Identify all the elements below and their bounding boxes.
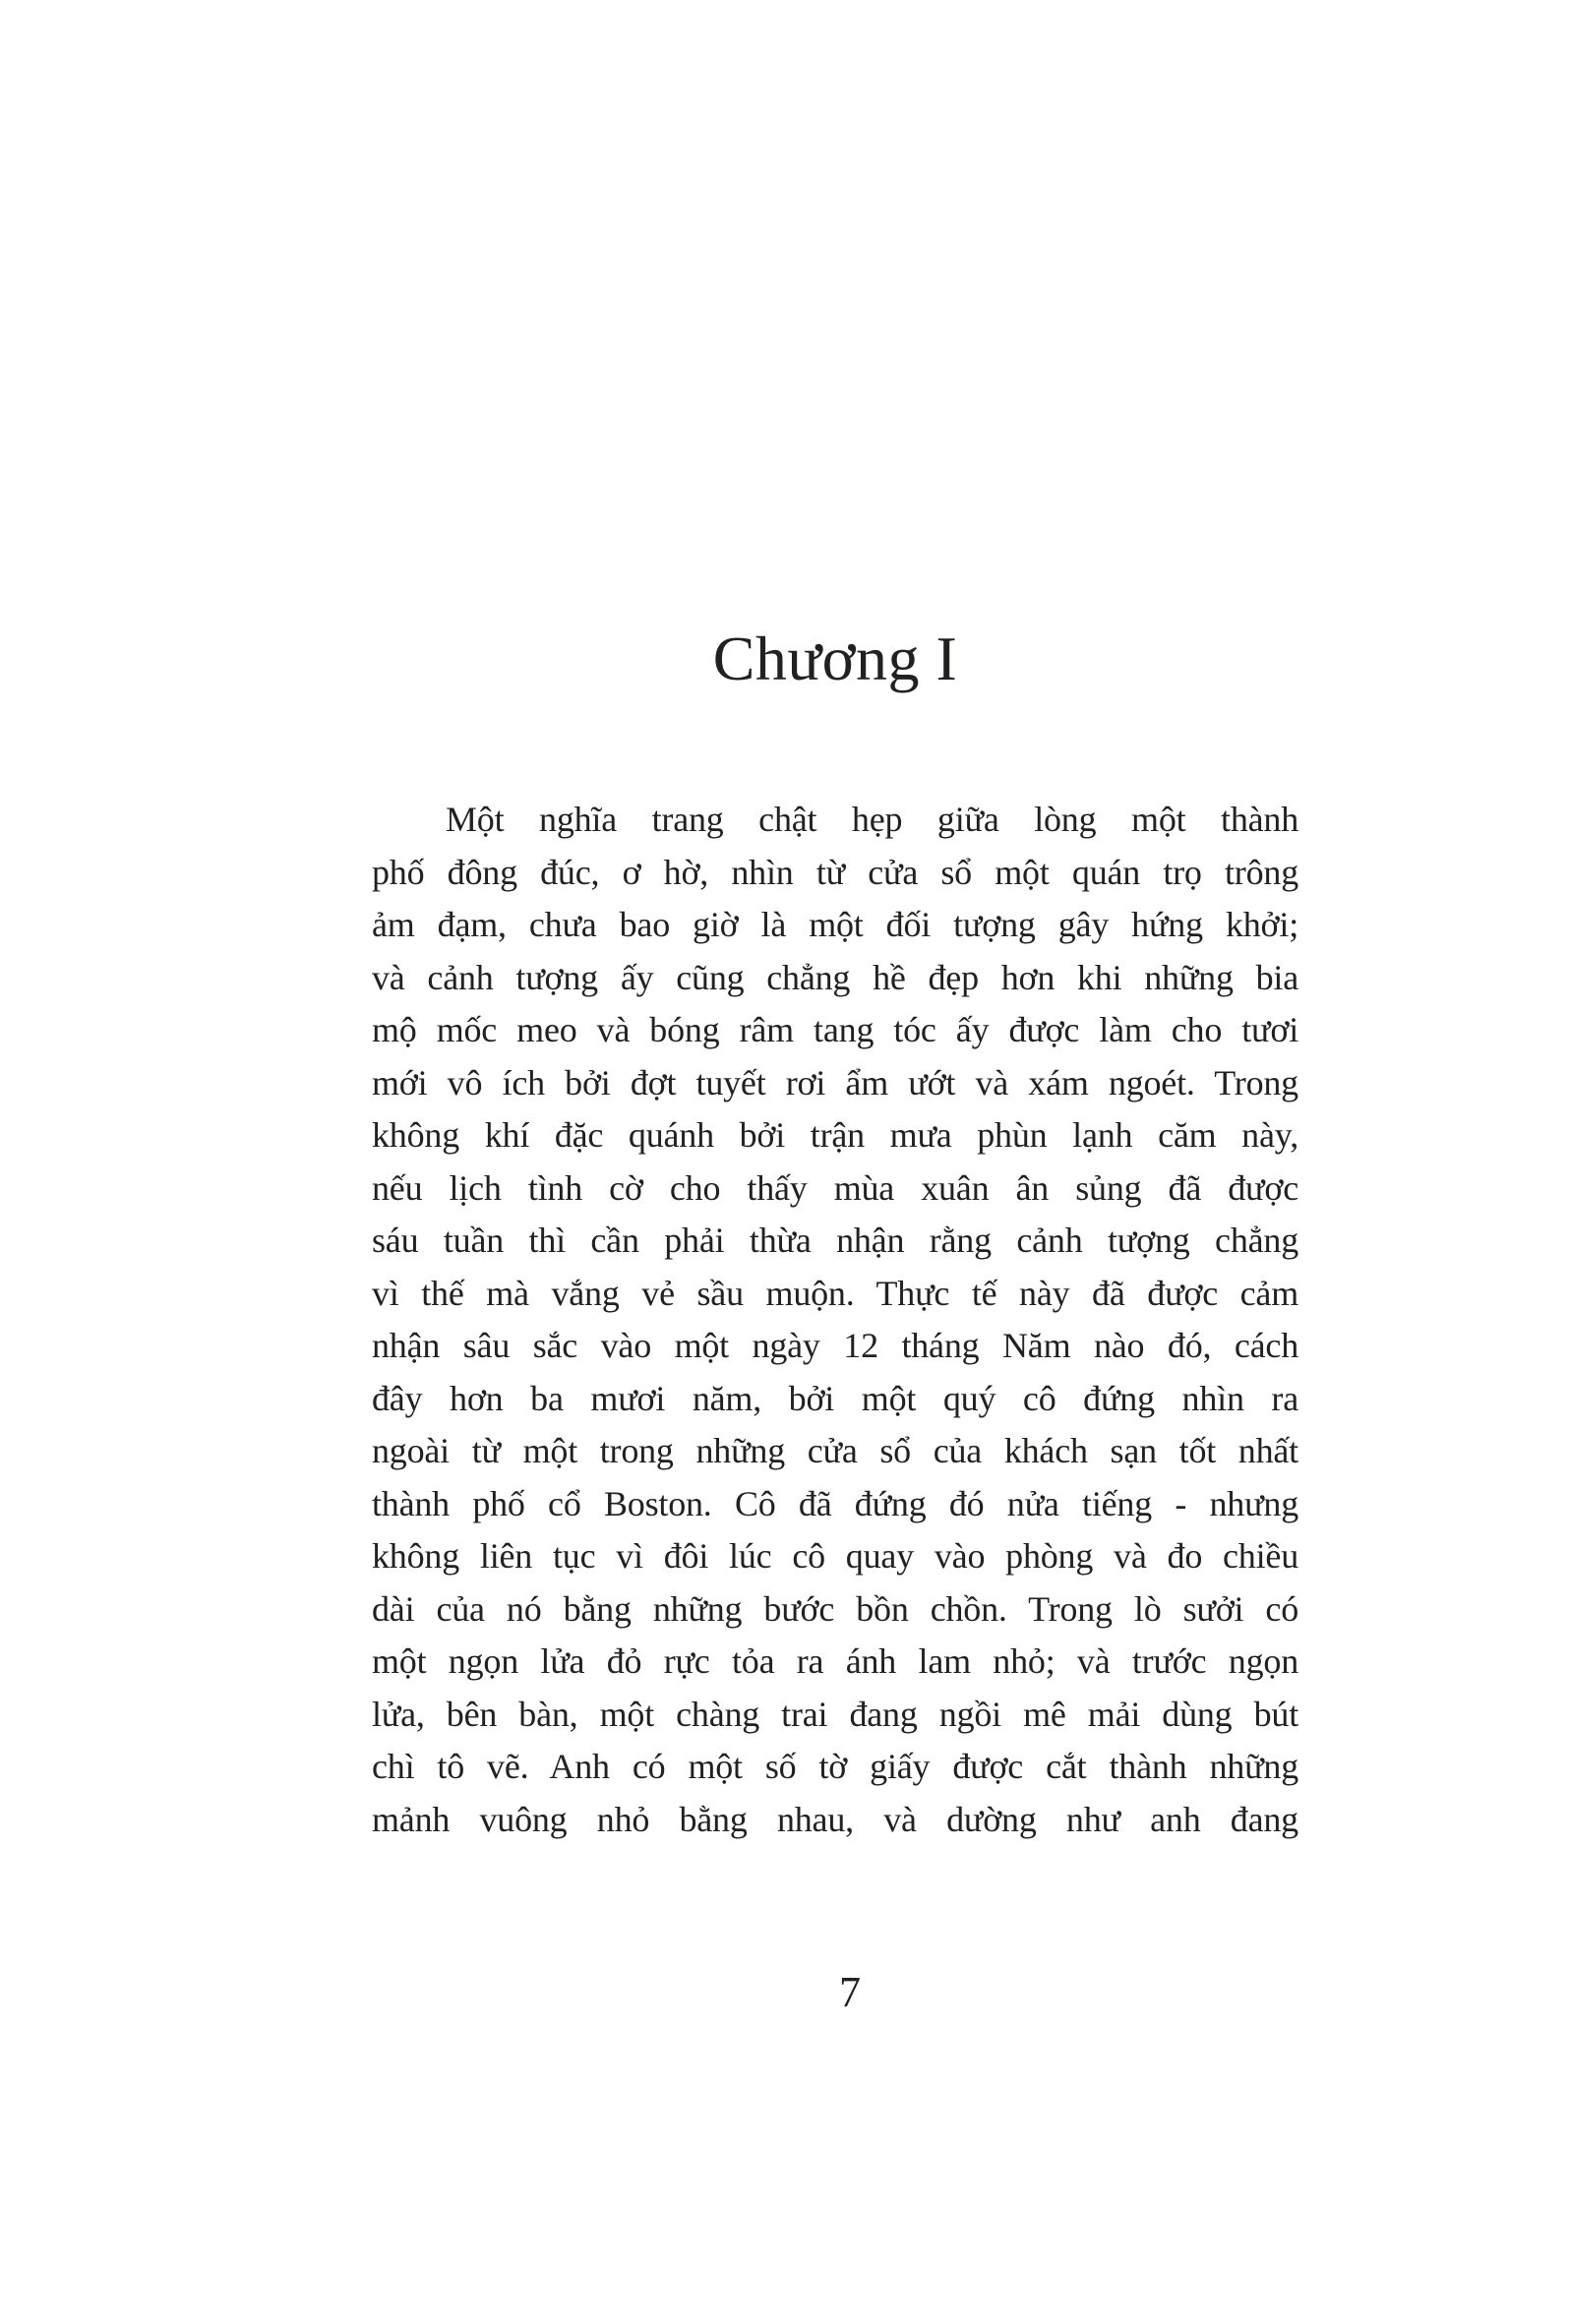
paragraph-line: lửa, bên bàn, một chàng trai đang ngồi mê mải dùng bút [372,1694,1298,1734]
paragraph-line: vì thế mà vắng vẻ sầu muộn. Thực tế này đã được cảm [372,1273,1298,1313]
chapter-title: Chương I [712,624,958,693]
paragraph-line: sáu tuần thì cần phải thừa nhận rằng cảnh tượng chẳng [372,1221,1298,1260]
paragraph-line: mảnh vuông nhỏ bằng nhau, và dường như anh đang [372,1799,1298,1839]
paragraph-line: và cảnh tượng ấy cũng chẳng hề đẹp hơn khi những bia [372,957,1298,997]
paragraph-line: thành phố cổ Boston. Cô đã đứng đó nửa tiếng - nhưng [372,1483,1298,1523]
paragraph-line: dài của nó bằng những bước bồn chồn. Trong lò sưởi có [372,1588,1298,1629]
paragraph-line: ngoài từ một trong những cửa sổ của khách sạn tốt nhất [372,1431,1298,1470]
paragraph-line: mộ mốc meo và bóng râm tang tóc ấy được làm cho tươi [372,1010,1298,1049]
paragraph-line: phố đông đúc, ơ hờ, nhìn từ cửa sổ một quán trọ trông [372,852,1298,892]
paragraph-line: không liên tục vì đôi lúc cô quay vào phòng và đo chiều [372,1536,1298,1576]
paragraph-line: ảm đạm, chưa bao giờ là một đối tượng gây hứng khởi; [372,905,1298,944]
paragraph-line: nếu lịch tình cờ cho thấy mùa xuân ân sủng đã được [372,1167,1298,1208]
body-paragraph [372,794,1298,1846]
paragraph-line: mới vô ích bởi đợt tuyết rơi ẩm ướt và xám ngoét. Trong [372,1062,1298,1102]
paragraph-line: đây hơn ba mươi năm, bởi một quý cô đứng nhìn ra [372,1378,1298,1418]
paragraph-line: chì tô vẽ. Anh có một số tờ giấy được cắt thành những [372,1747,1298,1786]
paragraph-line: không khí đặc quánh bởi trận mưa phùn lạnh căm này, [372,1115,1298,1155]
page-number: 7 [839,1968,861,2016]
paragraph-line: Một nghĩa trang chật hẹp giữa lòng một thành [446,800,1298,839]
paragraph-line: một ngọn lửa đỏ rực tỏa ra ánh lam nhỏ; và trước ngọn [372,1641,1298,1681]
paragraph-line: nhận sâu sắc vào một ngày 12 tháng Năm nào đó, cách [372,1326,1298,1365]
